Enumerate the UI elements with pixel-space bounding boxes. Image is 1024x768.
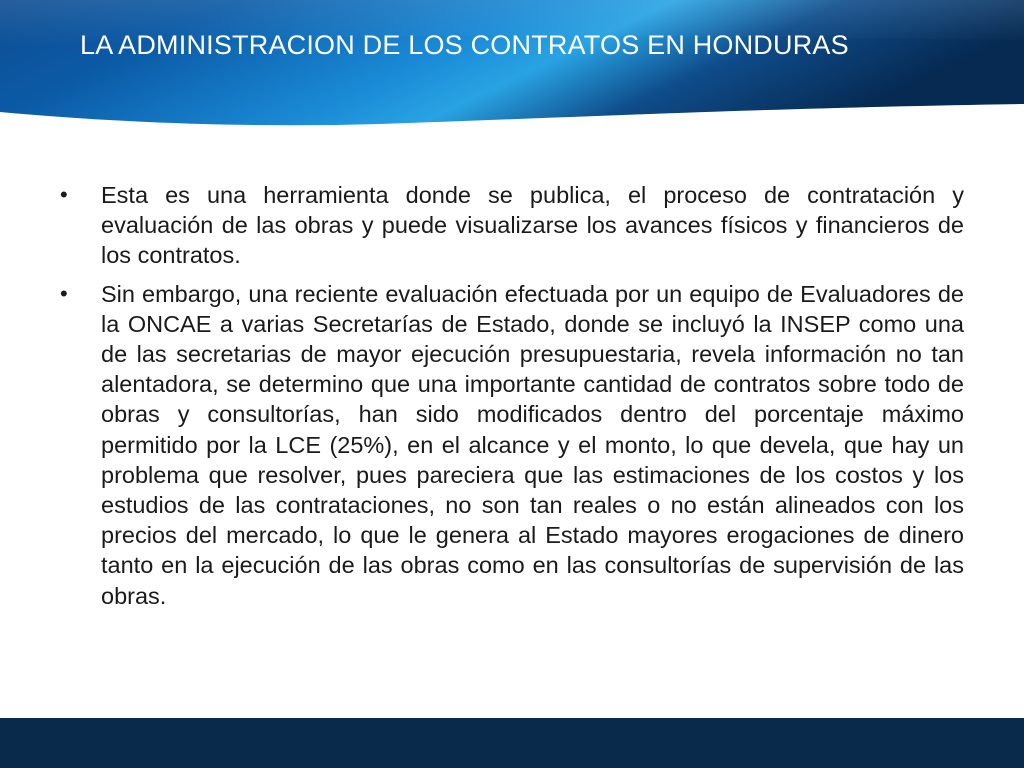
slide-content [58, 180, 964, 619]
bullet-dot-icon: • [60, 280, 68, 306]
bullet-item [58, 180, 964, 271]
bullet-dot-icon: • [60, 182, 68, 207]
slide-title: LA ADMINISTRACION DE LOS CONTRATOS EN HONDURAS [80, 30, 849, 60]
bullet-list [58, 180, 964, 611]
footer-band [0, 718, 1024, 768]
header-wave-graphic [0, 0, 1024, 140]
bullet-item [58, 279, 964, 611]
header-band [0, 0, 1024, 140]
bullet-text: Sin embargo, una reciente evaluación efectuada por un equipo de Evaluadores de la ONCAE a varias Secretarías de Estado, donde se incluyó la INSEP como una de las secretarias de mayor ejecución presupuestaria, revela información no tan alentadora, se determino que una importante cantidad de contratos sobre todo de obras y consultorías, han sido modificados dentro del porcentaje máximo permitido por la LCE (25%), en el alcance y el monto, lo que devela, que hay un problema que resolver, pues pareciera que las estimaciones de los costos y los estudios de las contrataciones, no son tan reales o no están alineados con los precios del mercado, lo que le genera al Estado mayores erogaciones de dinero tanto en la ejecución de las obras como en las consultorías de supervisión de las obras. [101, 280, 964, 609]
bullet-text: Esta es una herramienta donde se publica, el proceso de contratación y evaluación de las obras y puede visualizarse los avances físicos y financieros de los contratos. [101, 182, 964, 269]
